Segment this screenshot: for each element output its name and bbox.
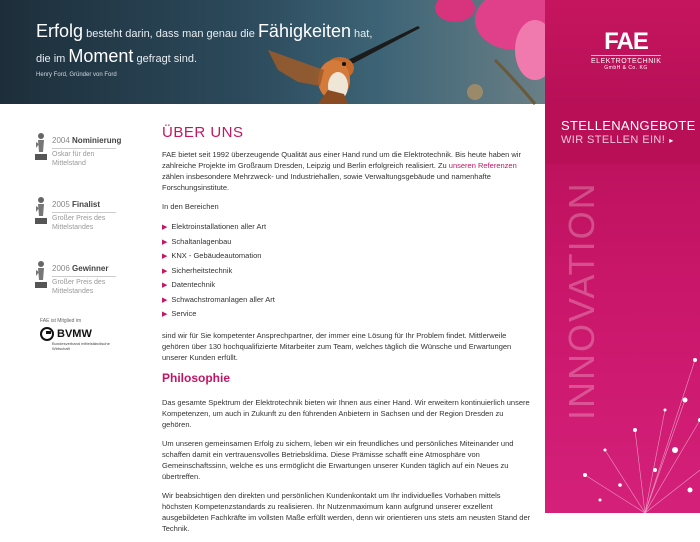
- quote-text: die im: [36, 53, 69, 65]
- hummingbird-image: [268, 20, 428, 104]
- list-item: [162, 220, 532, 235]
- quote-word: Fähigkeiten: [257, 21, 351, 41]
- award-year-number: 2006: [52, 264, 70, 273]
- bullet-arrow-icon: ▶: [162, 296, 168, 304]
- intro-text-end: zählen insbesondere Mehrzweck- und Industriehallen, sowie Verwaltungsgebäude und namenhafte Forschungsinstitute.: [162, 172, 491, 192]
- bullet-arrow-icon: ▶: [162, 224, 168, 231]
- bvmw-membership[interactable]: [40, 318, 120, 351]
- award-divider: [52, 212, 116, 213]
- list-item-label: Datentechnik: [171, 280, 216, 289]
- trophy-figure-icon: [32, 132, 48, 162]
- bullet-arrow-icon: ▶: [162, 282, 168, 289]
- award-year: [52, 264, 108, 273]
- areas-list: [162, 220, 532, 322]
- member-name: BVMW: [57, 328, 92, 340]
- quote-word: Moment: [68, 46, 134, 66]
- awards-list: [32, 130, 122, 322]
- areas-intro: In den Bereichen: [162, 202, 219, 211]
- philosophy-paragraph: Um unseren gemeinsamen Erfolg zu sichern, leben wir ein freundliches und persönliches Miteinander und schaffen damit ein vertrauensvolles Betriebsklima. Diese Prämisse schafft eine Atmosphäre von Gemeinschaftssinn, welche es uns ermöglicht die Erwartungen unserer Kunden täglich auf ein Neues zu übertreffen.: [162, 438, 514, 481]
- list-item-label: Schaltanlagenbau: [171, 236, 232, 246]
- member-label: FAE ist Mitglied im: [40, 318, 82, 324]
- logo-subtitle: GmbH & Co. KG: [604, 65, 648, 71]
- fiber-optic-image: [545, 300, 700, 513]
- bullet-arrow-icon: ▶: [162, 311, 168, 318]
- bullet-arrow-icon: ▶: [162, 253, 168, 260]
- jobs-title[interactable]: STELLENANGEBOTE: [561, 118, 696, 133]
- company-logo[interactable]: [591, 30, 661, 71]
- jobs-link[interactable]: [561, 134, 674, 146]
- award-title: Nominierung: [72, 136, 122, 145]
- list-item-label: Elektroinstallationen aller Art: [171, 222, 267, 231]
- side-panel: [545, 0, 700, 513]
- bullet-arrow-icon: ▶: [162, 238, 168, 246]
- page-title: ÜBER UNS: [162, 124, 244, 141]
- list-item: [162, 249, 532, 264]
- intro-text: FAE bietet seit 1992 überzeugende Qualität aus einer Hand rund um die Elektrotechnik. Bis heute haben wir zahlreiche Projekte im Großraum Dresden, Leipzig und Berlin erfolgreich realisiert. Zu: [162, 150, 521, 170]
- award-description: Großer Preis des Mittelstandes: [52, 279, 106, 295]
- innovation-vertical-text: INNOVATION: [561, 181, 602, 420]
- award-title: Finalist: [72, 200, 101, 209]
- list-item: [162, 264, 532, 279]
- quote-text: besteht darin, dass man genau die: [83, 28, 258, 40]
- logo-title: ELEKTROTECHNIK: [591, 55, 661, 65]
- philosophy-paragraph: Das gesamte Spektrum der Elektrotechnik bieten wir Ihnen aus einer Hand. Wir erweitern kontinuierlich unsere Kompetenzen, um auch in Zukunft zu den führenden Anbietern in Sachsen und der Region Dresden zu gehören.: [162, 397, 530, 429]
- jobs-subtitle: WIR STELLEN EIN!: [561, 134, 666, 146]
- arrow-right-icon: ▸: [669, 136, 674, 145]
- philosophy-heading: Philosophie: [162, 370, 231, 385]
- quote-text: hat,: [351, 28, 373, 40]
- award-item: [32, 130, 122, 194]
- references-link[interactable]: unseren Referenzen: [448, 161, 517, 170]
- award-description: Oskar für den Mittelstand: [52, 151, 95, 167]
- list-item: [162, 307, 532, 322]
- award-year-number: 2004: [52, 136, 70, 145]
- trophy-figure-icon: [32, 196, 48, 226]
- quote-text: gefragt sind.: [133, 53, 198, 65]
- intro-paragraph: [162, 149, 532, 193]
- award-divider: [52, 148, 116, 149]
- member-description: Bundesverband mittelständische Wirtschaft: [52, 341, 110, 351]
- award-item: [32, 258, 122, 322]
- list-item: [162, 293, 532, 308]
- award-year: [52, 136, 121, 145]
- award-year: [52, 200, 100, 209]
- quote-author: Henry Ford, Gründer von Ford: [36, 72, 117, 78]
- award-description: Großer Preis des Mittelstandes: [52, 215, 106, 231]
- philosophy-paragraph: Wir beabsichtigen den direkten und persönlichen Kundenkontakt um Ihr individuelles Vorhaben mittels höchsten Kompetenzstandards zu realisieren. Ihr Nutzenmaximum kann aufgrund unserer exzellent ausgebildeten Fachkräfte im vollsten Maße erfüllt werden, denn wir orientieren uns stets am neusten Stand der Technik.: [162, 490, 531, 533]
- main-content: [162, 124, 532, 542]
- bvmw-emblem-icon: [40, 327, 54, 341]
- list-item-label: Sicherheitstechnik: [171, 265, 233, 275]
- list-item-label: Service: [171, 309, 197, 318]
- list-item-label: Schwachstromanlagen aller Art: [171, 294, 275, 304]
- list-item: [162, 235, 532, 250]
- flower-image: [425, 0, 545, 104]
- award-year-number: 2005: [52, 200, 70, 209]
- award-item: [32, 194, 122, 258]
- award-title: Gewinner: [72, 264, 109, 273]
- bullet-arrow-icon: ▶: [162, 267, 168, 275]
- quote-word: Erfolg: [36, 21, 84, 41]
- bvmw-logo: [40, 327, 120, 341]
- team-paragraph: sind wir für Sie kompetenter Ansprechpartner, der immer eine Lösung für Ihr Problem findet. Mittlerweile gehören über 130 hochqualifizierte Mitarbeiter zum Team, welches täglich die Wünsche und Erwartungen unserer Kunden erfüllt.: [162, 330, 512, 362]
- logo-mark: FAE: [604, 28, 648, 55]
- header-banner: [0, 0, 545, 104]
- list-item-label: KNX - Gebäudeautomation: [171, 251, 262, 260]
- award-divider: [52, 276, 116, 277]
- list-item: [162, 278, 532, 293]
- trophy-figure-icon: [32, 260, 48, 290]
